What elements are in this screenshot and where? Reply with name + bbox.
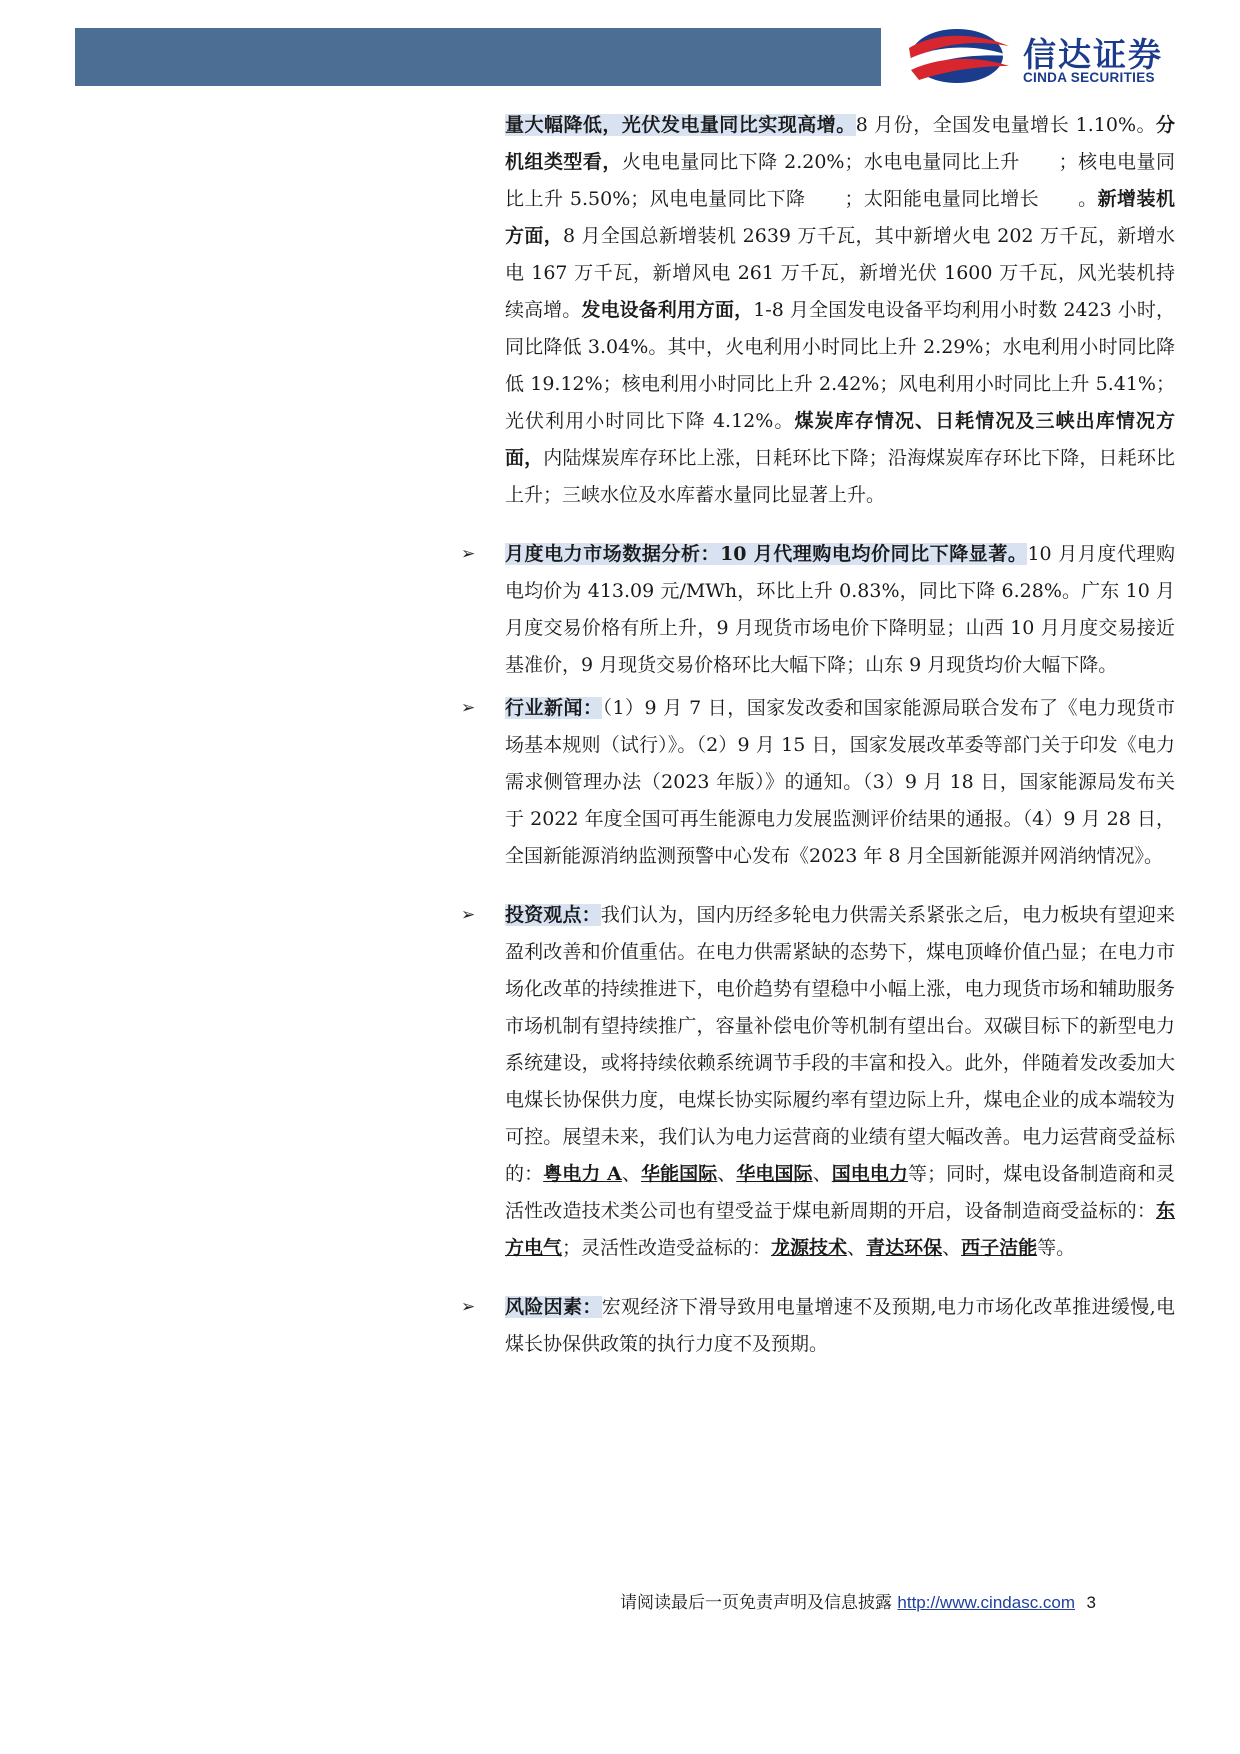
- page-number: 3: [1086, 1593, 1096, 1612]
- highlight-heading: 量大幅降低，光伏发电量同比实现高增。: [505, 114, 856, 136]
- paragraph-text: （1）9 月 7 日，国家发改委和国家能源局联合发布了《电力现货市场基本规则（试行）》。（2）9 月 15 日，国家发展改革委等部门关于印发《电力需求侧管理办法（2023 年版）》的通知。（3）9 月 18 日，国家能源局发布关于 2022 年度全国可再生能源电力发展监测评价结果的通报。（4）9 月 28 日，全国新能源消纳监测预警中心发布《2023 年 8 月全国新能源并网消纳情况》。: [505, 697, 1175, 867]
- stock-name: 龙源技术: [771, 1237, 848, 1259]
- highlight-heading: 风险因素：: [505, 1296, 602, 1318]
- bold-heading: 煤炭库存情况、日耗情况及三峡出库情况方面，: [505, 410, 1175, 469]
- highlight-heading: 行业新闻：: [505, 697, 603, 719]
- highlight-heading: 月度电力市场数据分析：10 月代理购电均价同比下降显著。: [505, 543, 1028, 565]
- website-link[interactable]: http://www.cindasc.com: [897, 1593, 1076, 1612]
- bullet-arrow-icon: ➢: [461, 1297, 476, 1317]
- paragraph-text: 1-8 月全国发电设备平均利用小时数 2423 小时，同比降低 3.04%。其中，火电利用小时同比上升 2.29%；水电利用小时同比降低 19.12%；核电利用小时同比上升 2.42%；风电利用小时同比上升 5.41%；光伏利用小时同比下降 4.12%。: [505, 299, 1175, 432]
- stock-name: 华能国际: [640, 1163, 718, 1185]
- logo-english-name: CINDA SECURITIES: [1023, 70, 1155, 85]
- separator: 、: [847, 1237, 867, 1259]
- paragraph-text: 等；同时，煤电设备制造商和灵活性改造技术类公司也有望受益于煤电新周期的开启，设备制造商受益标的：: [505, 1163, 1175, 1222]
- stock-name: 国电电力: [831, 1163, 909, 1185]
- paragraph-risk-factors: [461, 1289, 1175, 1363]
- paragraph-text: 宏观经济下滑导致用电量增速不及预期,电力市场化改革推进缓慢,电煤长协保供政策的执行力度不及预期。: [505, 1296, 1175, 1355]
- bullet-arrow-icon: ➢: [461, 905, 476, 925]
- separator: 、: [942, 1237, 962, 1259]
- bold-heading: 新增装机方面，: [505, 188, 1175, 247]
- stock-name: 西子洁能: [961, 1237, 1038, 1259]
- highlight-heading: 投资观点：: [505, 904, 601, 926]
- paragraph-industry-news: [461, 690, 1175, 875]
- separator: 、: [717, 1163, 737, 1185]
- cinda-logo: [905, 26, 1205, 86]
- paragraph-investment-view: [461, 897, 1175, 1267]
- paragraph-text: 内陆煤炭库存环比上涨，日耗环比下降；沿海煤炭库存环比下降，日耗环比上升；三峡水位及水库蓄水量同比显著上升。: [505, 447, 1175, 506]
- bold-heading: 发电设备利用方面，: [581, 299, 754, 321]
- stock-name: 东方电气: [505, 1200, 1175, 1259]
- paragraph-text: 等。: [1037, 1237, 1076, 1259]
- bullet-arrow-icon: ➢: [461, 544, 476, 564]
- stock-name: 粤电力 A: [543, 1163, 622, 1185]
- paragraph-text: 我们认为，国内历经多轮电力供需关系紧张之后，电力板块有望迎来盈利改善和价值重估。在电力供需紧缺的态势下，煤电顶峰价值凸显；在电力市场化改革的持续推进下，电价趋势有望稳中小幅上涨，电力现货市场和辅助服务市场机制有望持续推广，容量补偿电价等机制有望出台。双碳目标下的新型电力系统建设，或将持续依赖系统调节手段的丰富和投入。此外，伴随着发改委加大电煤长协保供力度，电煤长协实际履约率有望边际上升，煤电企业的成本端较为可控。展望未来，我们认为电力运营商的业绩有望大幅改善。电力运营商受益标的：: [505, 904, 1175, 1185]
- stock-name: 青达环保: [866, 1237, 943, 1259]
- cinda-logo-emblem-icon: [905, 26, 1015, 86]
- bullet-arrow-icon: ➢: [461, 698, 476, 718]
- separator: 、: [621, 1163, 641, 1185]
- stock-name: 华电国际: [736, 1163, 813, 1185]
- header-bar: [75, 28, 881, 86]
- page-footer: [620, 1588, 1180, 1613]
- paragraph-text: 10 月月度代理购电均价为 413.09 元/MWh，环比上升 0.83%，同比下降 6.28%。广东 10 月月度交易价格有所上升，9 月现货市场电价下降明显；山西 10 月月度交易接近基准价，9 月现货交易价格环比大幅下降；山东 9 月现货均价大幅下降。: [505, 543, 1176, 676]
- disclaimer-text: 请阅读最后一页免责声明及信息披露: [620, 1593, 892, 1613]
- paragraph-text: 8 月份，全国发电量增长 1.10%。: [855, 114, 1156, 136]
- paragraph-text: 8 月全国总新增装机 2639 万千瓦，其中新增火电 202 万千瓦，新增水电 167 万千瓦，新增风电 261 万千瓦，新增光伏 1600 万千瓦，风光装机持续高增。: [505, 225, 1175, 321]
- paragraph-power-generation: [505, 107, 1175, 514]
- report-body: [461, 107, 1176, 1363]
- paragraph-market-data: [461, 536, 1176, 684]
- paragraph-text: 火电电量同比下降 2.20%；水电电量同比上升 ；核电电量同比上升 5.50%；风电电量同比下降 ；太阳能电量同比增长 。: [505, 151, 1175, 210]
- separator: 、: [812, 1163, 832, 1185]
- bold-heading: 分机组类型看，: [505, 114, 1175, 173]
- paragraph-text: ；灵活性改造受益标的：: [562, 1237, 772, 1259]
- logo-chinese-name: 信达证券: [1023, 35, 1163, 74]
